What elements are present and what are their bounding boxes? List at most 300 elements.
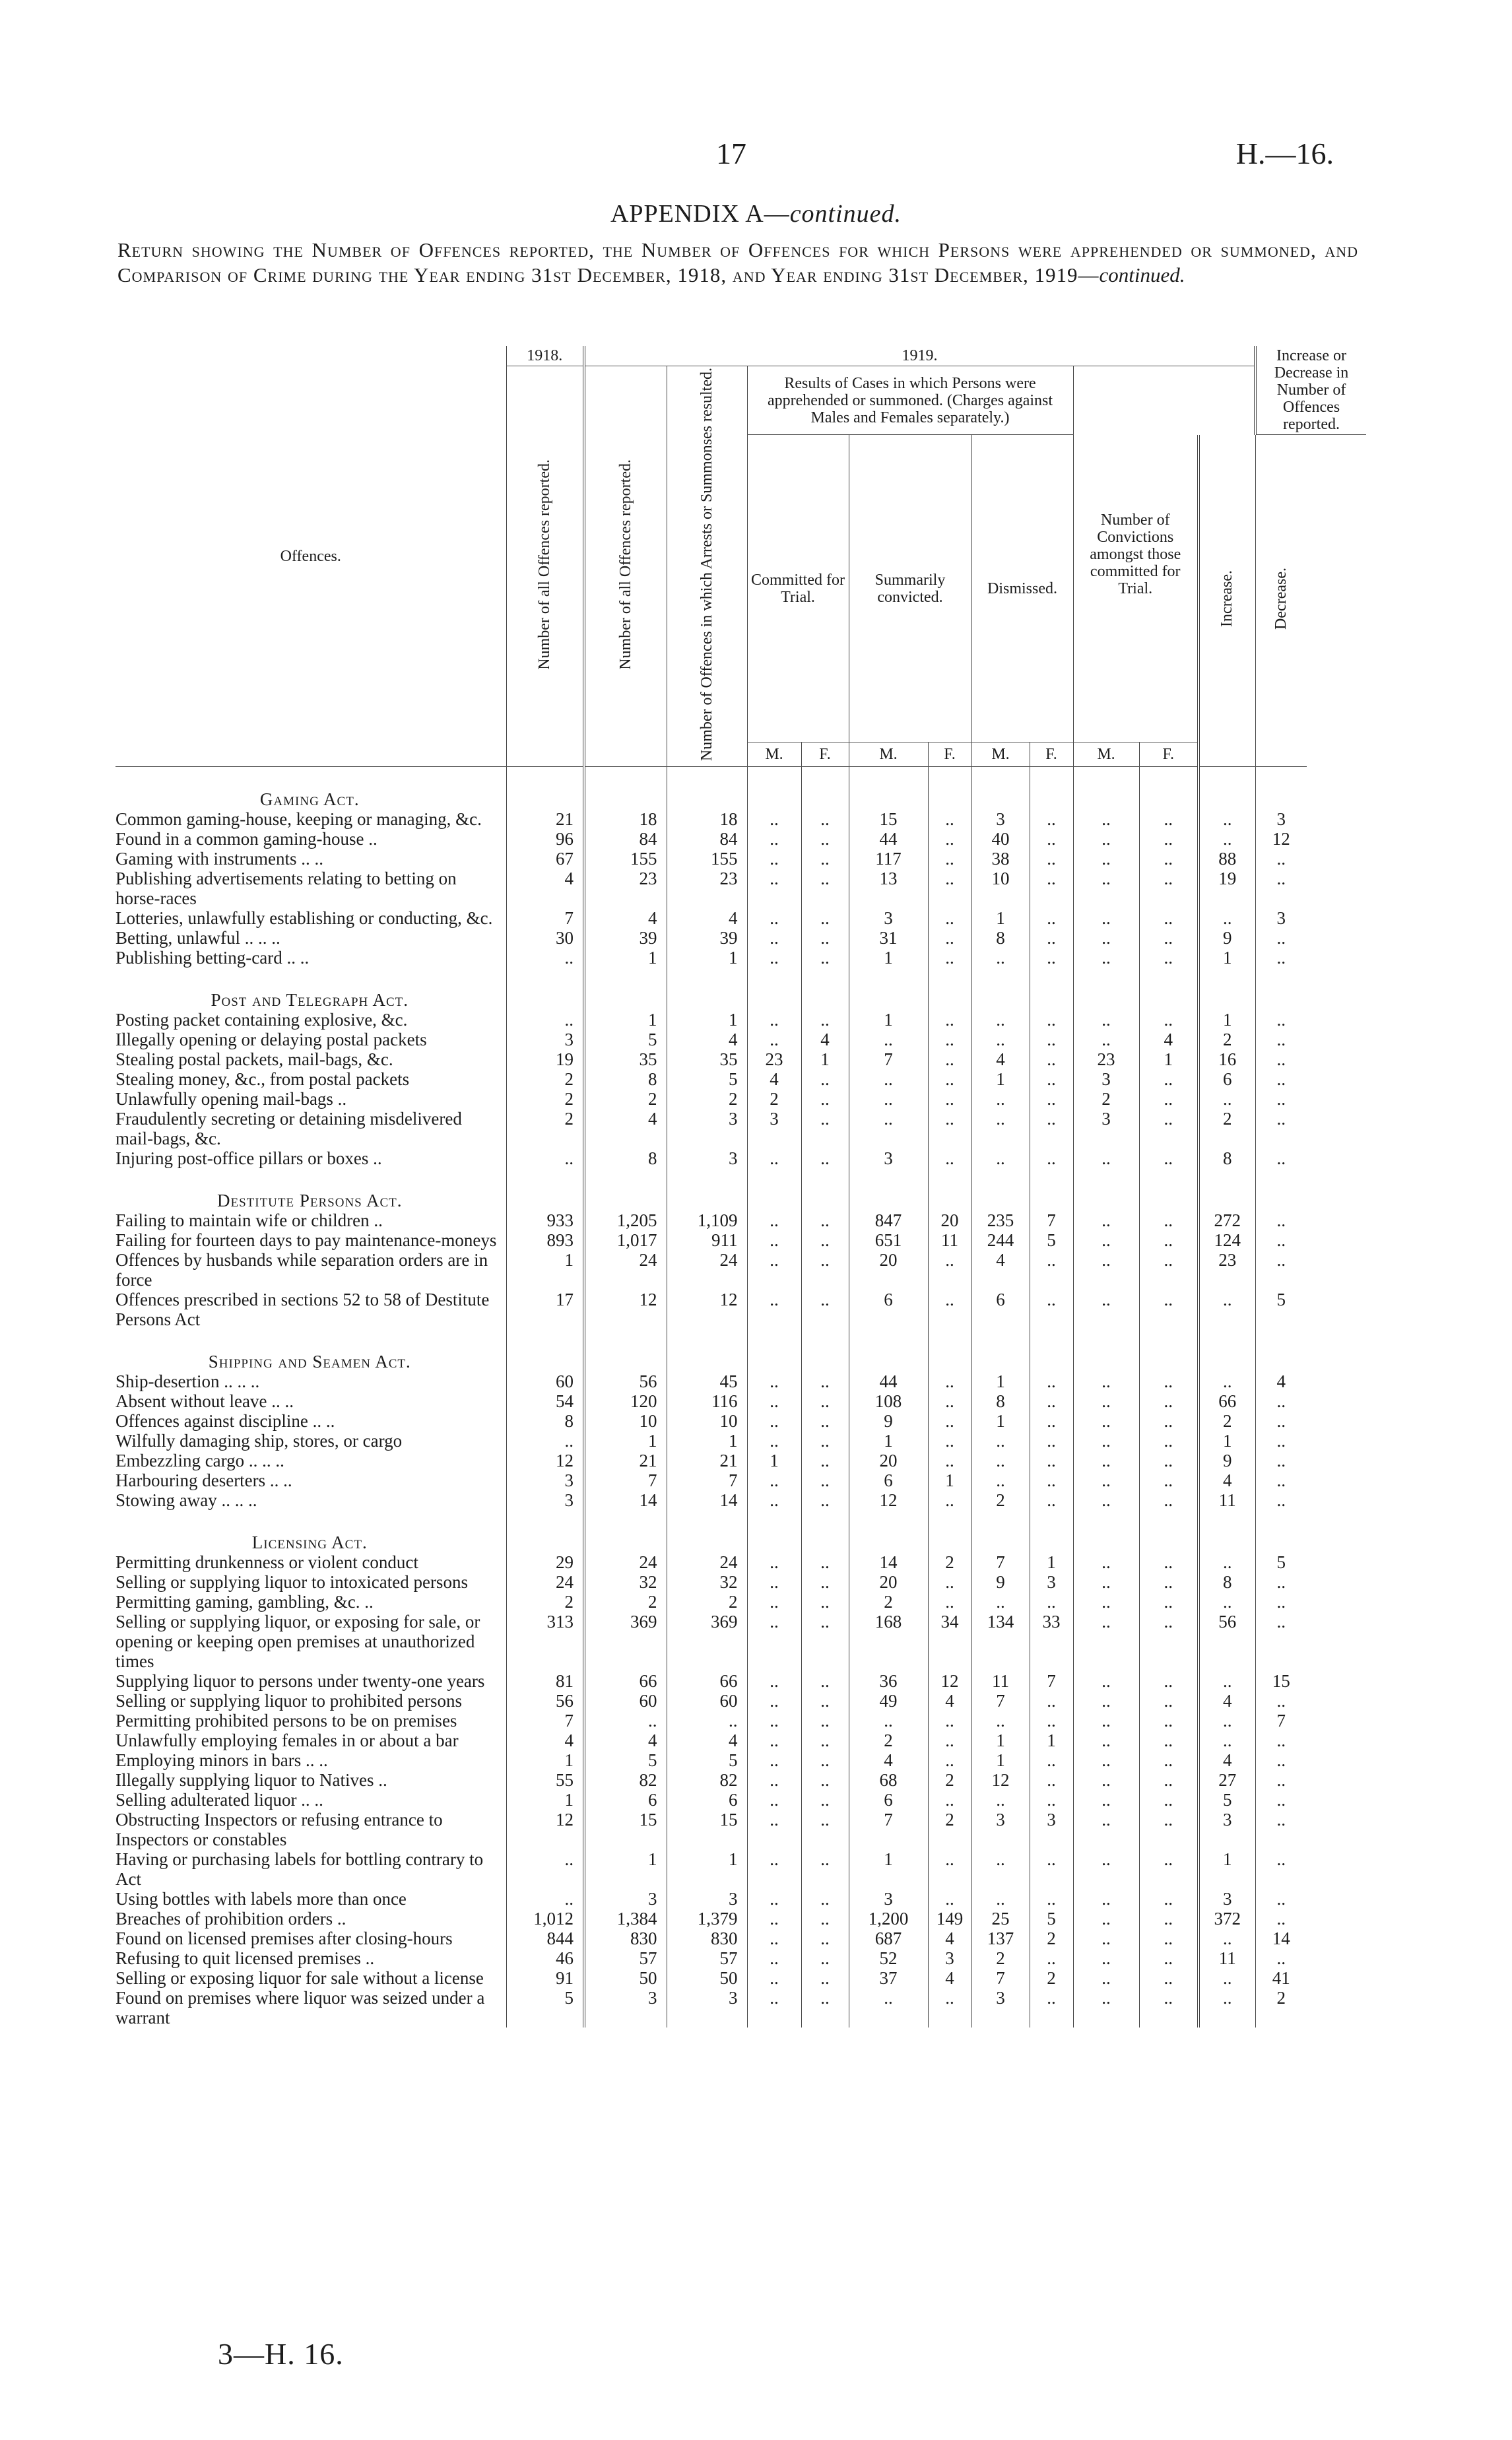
empty-cell xyxy=(747,968,801,1010)
empty-cell xyxy=(584,767,667,810)
value-cell: 3 xyxy=(667,1889,747,1909)
value-cell: 2 xyxy=(1199,1030,1255,1049)
value-cell: .. xyxy=(1073,1552,1139,1572)
value-cell: .. xyxy=(506,1431,584,1451)
header-convictions: Number of Convictions amongst those committed for Trial. xyxy=(1073,366,1199,742)
value-cell: .. xyxy=(584,1711,667,1731)
value-cell: .. xyxy=(928,1109,971,1148)
value-cell: 2 xyxy=(584,1089,667,1109)
value-cell: .. xyxy=(1073,1592,1139,1612)
value-cell: 17 xyxy=(506,1290,584,1329)
empty-cell xyxy=(971,968,1030,1010)
offence-name: Found on licensed premises after closing-hours xyxy=(115,1929,453,1949)
value-cell: 35 xyxy=(667,1049,747,1069)
value-cell: 5 xyxy=(584,1750,667,1770)
value-cell: 7 xyxy=(971,1552,1030,1572)
value-cell: 20 xyxy=(849,1250,928,1290)
value-cell: .. xyxy=(747,1010,801,1030)
value-cell: 2 xyxy=(928,1770,971,1790)
value-cell: 12 xyxy=(928,1671,971,1691)
value-cell: 1,109 xyxy=(667,1210,747,1230)
value-cell: .. xyxy=(928,849,971,869)
value-cell: 39 xyxy=(667,928,747,948)
value-cell: 46 xyxy=(506,1948,584,1968)
value-cell: .. xyxy=(1199,1968,1255,1988)
value-cell: .. xyxy=(1073,1010,1139,1030)
empty-cell xyxy=(1255,1168,1307,1210)
value-cell: .. xyxy=(928,1572,971,1592)
value-cell: .. xyxy=(1139,1909,1199,1929)
value-cell: .. xyxy=(928,1049,971,1069)
value-cell: .. xyxy=(1030,1592,1073,1612)
value-cell: .. xyxy=(1139,1470,1199,1490)
value-cell: 369 xyxy=(667,1612,747,1671)
value-cell: .. xyxy=(1030,1790,1073,1810)
value-cell: 2 xyxy=(667,1089,747,1109)
value-cell: .. xyxy=(667,1711,747,1731)
value-cell: 117 xyxy=(849,849,928,869)
value-cell: 7 xyxy=(849,1049,928,1069)
value-cell: .. xyxy=(1255,1069,1307,1089)
value-cell: .. xyxy=(971,1431,1030,1451)
value-cell: .. xyxy=(801,1391,849,1411)
value-cell: .. xyxy=(1139,1572,1199,1592)
value-cell: 3 xyxy=(747,1109,801,1148)
value-cell: 6 xyxy=(584,1790,667,1810)
value-cell: 124 xyxy=(1199,1230,1255,1250)
value-cell: .. xyxy=(971,1592,1030,1612)
offence-name: Absent without leave .. .. xyxy=(115,1391,294,1412)
value-cell: .. xyxy=(1030,1451,1073,1470)
value-cell: .. xyxy=(1073,1711,1139,1731)
value-cell: .. xyxy=(849,1089,928,1109)
value-cell: .. xyxy=(928,1250,971,1290)
value-cell: .. xyxy=(747,1230,801,1250)
value-cell: .. xyxy=(1255,928,1307,948)
table-row xyxy=(115,1010,1366,1030)
value-cell: 38 xyxy=(971,849,1030,869)
value-cell: .. xyxy=(1030,928,1073,948)
value-cell: 4 xyxy=(584,908,667,928)
value-cell: .. xyxy=(1255,1889,1307,1909)
value-cell: 2 xyxy=(1255,1988,1307,2028)
table-row xyxy=(115,869,1366,908)
value-cell: .. xyxy=(971,1849,1030,1889)
value-cell: .. xyxy=(1030,809,1073,829)
value-cell: .. xyxy=(1255,1250,1307,1290)
value-cell: .. xyxy=(1030,1069,1073,1089)
offence-name: Failing for fourteen days to pay maintenance-moneys xyxy=(115,1230,497,1251)
value-cell: 116 xyxy=(667,1391,747,1411)
value-cell: 1 xyxy=(584,948,667,968)
value-cell: 3 xyxy=(971,809,1030,829)
value-cell: 66 xyxy=(667,1671,747,1691)
value-cell: 4 xyxy=(584,1731,667,1750)
value-cell: 3 xyxy=(1199,1810,1255,1849)
header-reported-1918-text: Number of all Offences reported. xyxy=(535,459,553,670)
value-cell: 4 xyxy=(1139,1030,1199,1049)
value-cell: 2 xyxy=(971,1490,1030,1510)
value-cell: 15 xyxy=(1255,1671,1307,1691)
value-cell: 2 xyxy=(928,1552,971,1572)
value-cell: 134 xyxy=(971,1612,1030,1671)
value-cell: .. xyxy=(801,1750,849,1770)
value-cell: .. xyxy=(1139,1849,1199,1889)
value-cell: .. xyxy=(1139,1750,1199,1770)
value-cell: 37 xyxy=(849,1968,928,1988)
value-cell: 11 xyxy=(1199,1948,1255,1968)
value-cell: 7 xyxy=(1255,1711,1307,1731)
value-cell: 31 xyxy=(849,928,928,948)
offence-name: Embezzling cargo .. .. .. xyxy=(115,1451,284,1471)
table-row xyxy=(115,1770,1366,1790)
value-cell: 1 xyxy=(1030,1731,1073,1750)
value-cell: .. xyxy=(1139,1109,1199,1148)
empty-cell xyxy=(506,1168,584,1210)
value-cell: .. xyxy=(928,1988,971,2028)
value-cell: .. xyxy=(1139,1948,1199,1968)
return-title xyxy=(117,238,1358,288)
value-cell: 3 xyxy=(1073,1109,1139,1148)
value-cell: 91 xyxy=(506,1968,584,1988)
value-cell: 12 xyxy=(667,1290,747,1329)
value-cell: 60 xyxy=(667,1691,747,1711)
header-reported-1918 xyxy=(506,366,584,767)
value-cell: .. xyxy=(801,1810,849,1849)
value-cell: .. xyxy=(747,1770,801,1790)
value-cell: .. xyxy=(1255,1010,1307,1030)
value-cell: 168 xyxy=(849,1612,928,1671)
value-cell: 4 xyxy=(928,1929,971,1948)
offence-name: Publishing advertisements relating to betting on horse-races xyxy=(115,869,457,909)
value-cell: .. xyxy=(1255,1490,1307,1510)
value-cell: .. xyxy=(1255,1411,1307,1431)
offence-name: Breaches of prohibition orders .. xyxy=(115,1909,346,1929)
header-1919: 1919. xyxy=(584,346,1255,366)
offence-name: Common gaming-house, keeping or managing, &c. xyxy=(115,809,482,830)
value-cell: .. xyxy=(1030,1770,1073,1790)
value-cell: .. xyxy=(1139,1968,1199,1988)
page-number: 17 xyxy=(716,137,746,170)
value-cell: 7 xyxy=(506,1711,584,1731)
value-cell: .. xyxy=(1255,1431,1307,1451)
value-cell: .. xyxy=(1255,869,1307,908)
value-cell: 1 xyxy=(584,1431,667,1451)
value-cell: .. xyxy=(1073,1671,1139,1691)
table-row xyxy=(115,1490,1366,1510)
header-f: F. xyxy=(1139,742,1199,767)
value-cell: 5 xyxy=(1199,1790,1255,1810)
value-cell: .. xyxy=(1073,1889,1139,1909)
value-cell: 5 xyxy=(1030,1230,1073,1250)
offence-name: Publishing betting-card .. .. xyxy=(115,948,310,968)
value-cell: .. xyxy=(1073,1411,1139,1431)
value-cell: 3 xyxy=(667,1109,747,1148)
header-reported-1919-text: Number of all Offences reported. xyxy=(616,459,634,670)
value-cell: 4 xyxy=(667,1731,747,1750)
header-increase-text: Increase. xyxy=(1218,570,1236,627)
value-cell: .. xyxy=(1030,1411,1073,1431)
table-row xyxy=(115,1391,1366,1411)
value-cell: 5 xyxy=(667,1069,747,1089)
value-cell: .. xyxy=(971,1089,1030,1109)
value-cell: 3 xyxy=(928,1948,971,1968)
value-cell: 24 xyxy=(667,1250,747,1290)
value-cell: .. xyxy=(1255,1230,1307,1250)
value-cell: 1 xyxy=(971,1371,1030,1391)
value-cell: .. xyxy=(747,1671,801,1691)
value-cell: .. xyxy=(801,1552,849,1572)
value-cell: .. xyxy=(506,1889,584,1909)
value-cell: 4 xyxy=(928,1691,971,1711)
value-cell: 11 xyxy=(1199,1490,1255,1510)
value-cell: .. xyxy=(1030,1391,1073,1411)
value-cell: 66 xyxy=(584,1671,667,1691)
value-cell: .. xyxy=(1139,1731,1199,1750)
offence-name: Permitting prohibited persons to be on premises xyxy=(115,1711,457,1731)
value-cell: .. xyxy=(747,1552,801,1572)
header-increase xyxy=(1199,435,1255,767)
offence-name: Permitting gaming, gambling, &c. .. xyxy=(115,1592,374,1612)
empty-cell xyxy=(1073,1168,1139,1210)
value-cell: .. xyxy=(1073,869,1139,908)
value-cell: 2 xyxy=(1030,1968,1073,1988)
value-cell: .. xyxy=(747,829,801,849)
value-cell: .. xyxy=(1030,1148,1073,1168)
value-cell: .. xyxy=(1073,1790,1139,1810)
value-cell: 2 xyxy=(1073,1089,1139,1109)
value-cell: 1 xyxy=(801,1049,849,1069)
offence-name: Lotteries, unlawfully establishing or conducting, &c. xyxy=(115,908,493,929)
value-cell: .. xyxy=(1030,1948,1073,1968)
header-decrease xyxy=(1255,435,1307,767)
value-cell: .. xyxy=(801,1671,849,1691)
value-cell: .. xyxy=(1139,1612,1199,1671)
value-cell: .. xyxy=(1073,1451,1139,1470)
header-1918: 1918. xyxy=(506,346,584,366)
value-cell: .. xyxy=(747,1411,801,1431)
value-cell: .. xyxy=(747,1490,801,1510)
value-cell: .. xyxy=(1073,948,1139,968)
value-cell: .. xyxy=(801,1849,849,1889)
empty-cell xyxy=(1139,1329,1199,1371)
empty-cell xyxy=(1199,1510,1255,1552)
table-row xyxy=(115,1572,1366,1592)
header-reported-1919 xyxy=(584,366,667,767)
value-cell: 11 xyxy=(971,1671,1030,1691)
value-cell: .. xyxy=(801,1210,849,1230)
value-cell: 1 xyxy=(1139,1049,1199,1069)
value-cell: .. xyxy=(801,869,849,908)
value-cell: 13 xyxy=(849,869,928,908)
value-cell: 23 xyxy=(747,1049,801,1069)
empty-cell xyxy=(506,1510,584,1552)
value-cell: 56 xyxy=(506,1691,584,1711)
value-cell: .. xyxy=(1030,829,1073,849)
value-cell: .. xyxy=(1139,1290,1199,1329)
value-cell: 372 xyxy=(1199,1909,1255,1929)
value-cell: .. xyxy=(1073,1968,1139,1988)
value-cell: 4 xyxy=(506,869,584,908)
value-cell: .. xyxy=(1139,1988,1199,2028)
table-row xyxy=(115,1968,1366,1988)
value-cell: 33 xyxy=(1030,1612,1073,1671)
value-cell: .. xyxy=(1030,869,1073,908)
value-cell: .. xyxy=(928,1069,971,1089)
value-cell: .. xyxy=(1073,809,1139,829)
value-cell: 5 xyxy=(506,1988,584,2028)
value-cell: .. xyxy=(928,1451,971,1470)
value-cell: 12 xyxy=(971,1770,1030,1790)
offence-name: Unlawfully employing females in or about a bar xyxy=(115,1731,459,1751)
value-cell: 1,379 xyxy=(667,1909,747,1929)
value-cell: 1 xyxy=(971,1411,1030,1431)
value-cell: .. xyxy=(1073,1612,1139,1671)
value-cell: 4 xyxy=(971,1250,1030,1290)
value-cell: .. xyxy=(801,1148,849,1168)
empty-cell xyxy=(971,1510,1030,1552)
empty-cell xyxy=(584,968,667,1010)
empty-cell xyxy=(584,1329,667,1371)
value-cell: .. xyxy=(1030,1030,1073,1049)
value-cell: 9 xyxy=(1199,1451,1255,1470)
section-title: Gaming Act. xyxy=(259,789,360,810)
value-cell: .. xyxy=(1255,1691,1307,1711)
value-cell: 1 xyxy=(747,1451,801,1470)
value-cell: .. xyxy=(801,1612,849,1671)
value-cell: .. xyxy=(1199,1592,1255,1612)
value-cell: .. xyxy=(747,1612,801,1671)
value-cell: 57 xyxy=(584,1948,667,1968)
value-cell: .. xyxy=(928,1431,971,1451)
value-cell: 7 xyxy=(1030,1671,1073,1691)
value-cell: .. xyxy=(1030,1010,1073,1030)
value-cell: .. xyxy=(1073,1290,1139,1329)
empty-cell xyxy=(667,1168,747,1210)
empty-cell xyxy=(801,968,849,1010)
value-cell: .. xyxy=(747,1470,801,1490)
value-cell: .. xyxy=(1030,1049,1073,1069)
value-cell: .. xyxy=(801,1411,849,1431)
value-cell: 3 xyxy=(849,1889,928,1909)
value-cell: .. xyxy=(971,1030,1030,1049)
value-cell: 3 xyxy=(1030,1810,1073,1849)
value-cell: .. xyxy=(928,1290,971,1329)
value-cell: 4 xyxy=(506,1731,584,1750)
value-cell: .. xyxy=(1139,1230,1199,1250)
offence-name: Selling or supplying liquor to intoxicated persons xyxy=(115,1572,468,1593)
value-cell: .. xyxy=(801,1691,849,1711)
table-row xyxy=(115,1889,1366,1909)
empty-cell xyxy=(506,968,584,1010)
value-cell: 30 xyxy=(506,928,584,948)
value-cell: .. xyxy=(1139,849,1199,869)
value-cell: 19 xyxy=(506,1049,584,1069)
offence-name: Selling or supplying liquor to prohibited persons xyxy=(115,1691,462,1711)
offence-name: Stealing money, &c., from postal packets xyxy=(115,1069,410,1090)
value-cell: .. xyxy=(801,1889,849,1909)
offences-table xyxy=(115,346,1366,2028)
offence-name: Fraudulently secreting or detaining misdelivered mail-bags, &c. xyxy=(115,1109,462,1149)
value-cell: .. xyxy=(928,1731,971,1750)
offence-name: Illegally supplying liquor to Natives .. xyxy=(115,1770,387,1791)
value-cell: .. xyxy=(1073,1371,1139,1391)
value-cell: 137 xyxy=(971,1929,1030,1948)
value-cell: .. xyxy=(747,1731,801,1750)
empty-cell xyxy=(1199,1168,1255,1210)
value-cell: .. xyxy=(747,809,801,829)
value-cell: .. xyxy=(747,1810,801,1849)
value-cell: 20 xyxy=(849,1572,928,1592)
table-row xyxy=(115,1988,1366,2028)
value-cell: 60 xyxy=(584,1691,667,1711)
empty-cell xyxy=(1255,767,1307,810)
value-cell: .. xyxy=(801,1929,849,1948)
empty-cell xyxy=(747,1510,801,1552)
empty-cell xyxy=(928,1168,971,1210)
value-cell: .. xyxy=(1073,1691,1139,1711)
empty-cell xyxy=(1030,767,1073,810)
value-cell: .. xyxy=(747,1988,801,2028)
value-cell: .. xyxy=(1073,1490,1139,1510)
value-cell: 35 xyxy=(584,1049,667,1069)
value-cell: .. xyxy=(1199,1552,1255,1572)
value-cell: .. xyxy=(1255,1470,1307,1490)
value-cell: .. xyxy=(747,1030,801,1049)
offence-name: Selling adulterated liquor .. .. xyxy=(115,1790,323,1810)
value-cell: .. xyxy=(1199,829,1255,849)
value-cell: .. xyxy=(1073,908,1139,928)
value-cell: .. xyxy=(971,1109,1030,1148)
offence-name: Injuring post-office pillars or boxes .. xyxy=(115,1148,382,1169)
value-cell: .. xyxy=(747,1572,801,1592)
value-cell: .. xyxy=(747,1431,801,1451)
value-cell: 3 xyxy=(667,1988,747,2028)
value-cell: 84 xyxy=(584,829,667,849)
empty-cell xyxy=(971,1329,1030,1371)
empty-cell xyxy=(667,968,747,1010)
value-cell: .. xyxy=(928,908,971,928)
value-cell: .. xyxy=(801,928,849,948)
value-cell: 244 xyxy=(971,1230,1030,1250)
empty-cell xyxy=(971,1168,1030,1210)
value-cell: .. xyxy=(971,1148,1030,1168)
value-cell: .. xyxy=(971,1470,1030,1490)
value-cell: .. xyxy=(747,908,801,928)
value-cell: .. xyxy=(1139,928,1199,948)
value-cell: 14 xyxy=(584,1490,667,1510)
value-cell: 29 xyxy=(506,1552,584,1572)
value-cell: .. xyxy=(1255,1451,1307,1470)
value-cell: .. xyxy=(1073,1770,1139,1790)
value-cell: .. xyxy=(801,829,849,849)
value-cell: .. xyxy=(1255,1148,1307,1168)
value-cell: 7 xyxy=(506,908,584,928)
value-cell: .. xyxy=(1030,1109,1073,1148)
value-cell: .. xyxy=(1255,1049,1307,1069)
value-cell: 9 xyxy=(1199,928,1255,948)
value-cell: 2 xyxy=(506,1592,584,1612)
value-cell: 893 xyxy=(506,1230,584,1250)
value-cell: .. xyxy=(1139,1411,1199,1431)
table-row xyxy=(115,1089,1366,1109)
empty-cell xyxy=(1255,1329,1307,1371)
table-row xyxy=(115,1671,1366,1691)
value-cell: 82 xyxy=(667,1770,747,1790)
value-cell: .. xyxy=(1139,1250,1199,1290)
value-cell: 2 xyxy=(1030,1929,1073,1948)
table-row xyxy=(115,1612,1366,1671)
